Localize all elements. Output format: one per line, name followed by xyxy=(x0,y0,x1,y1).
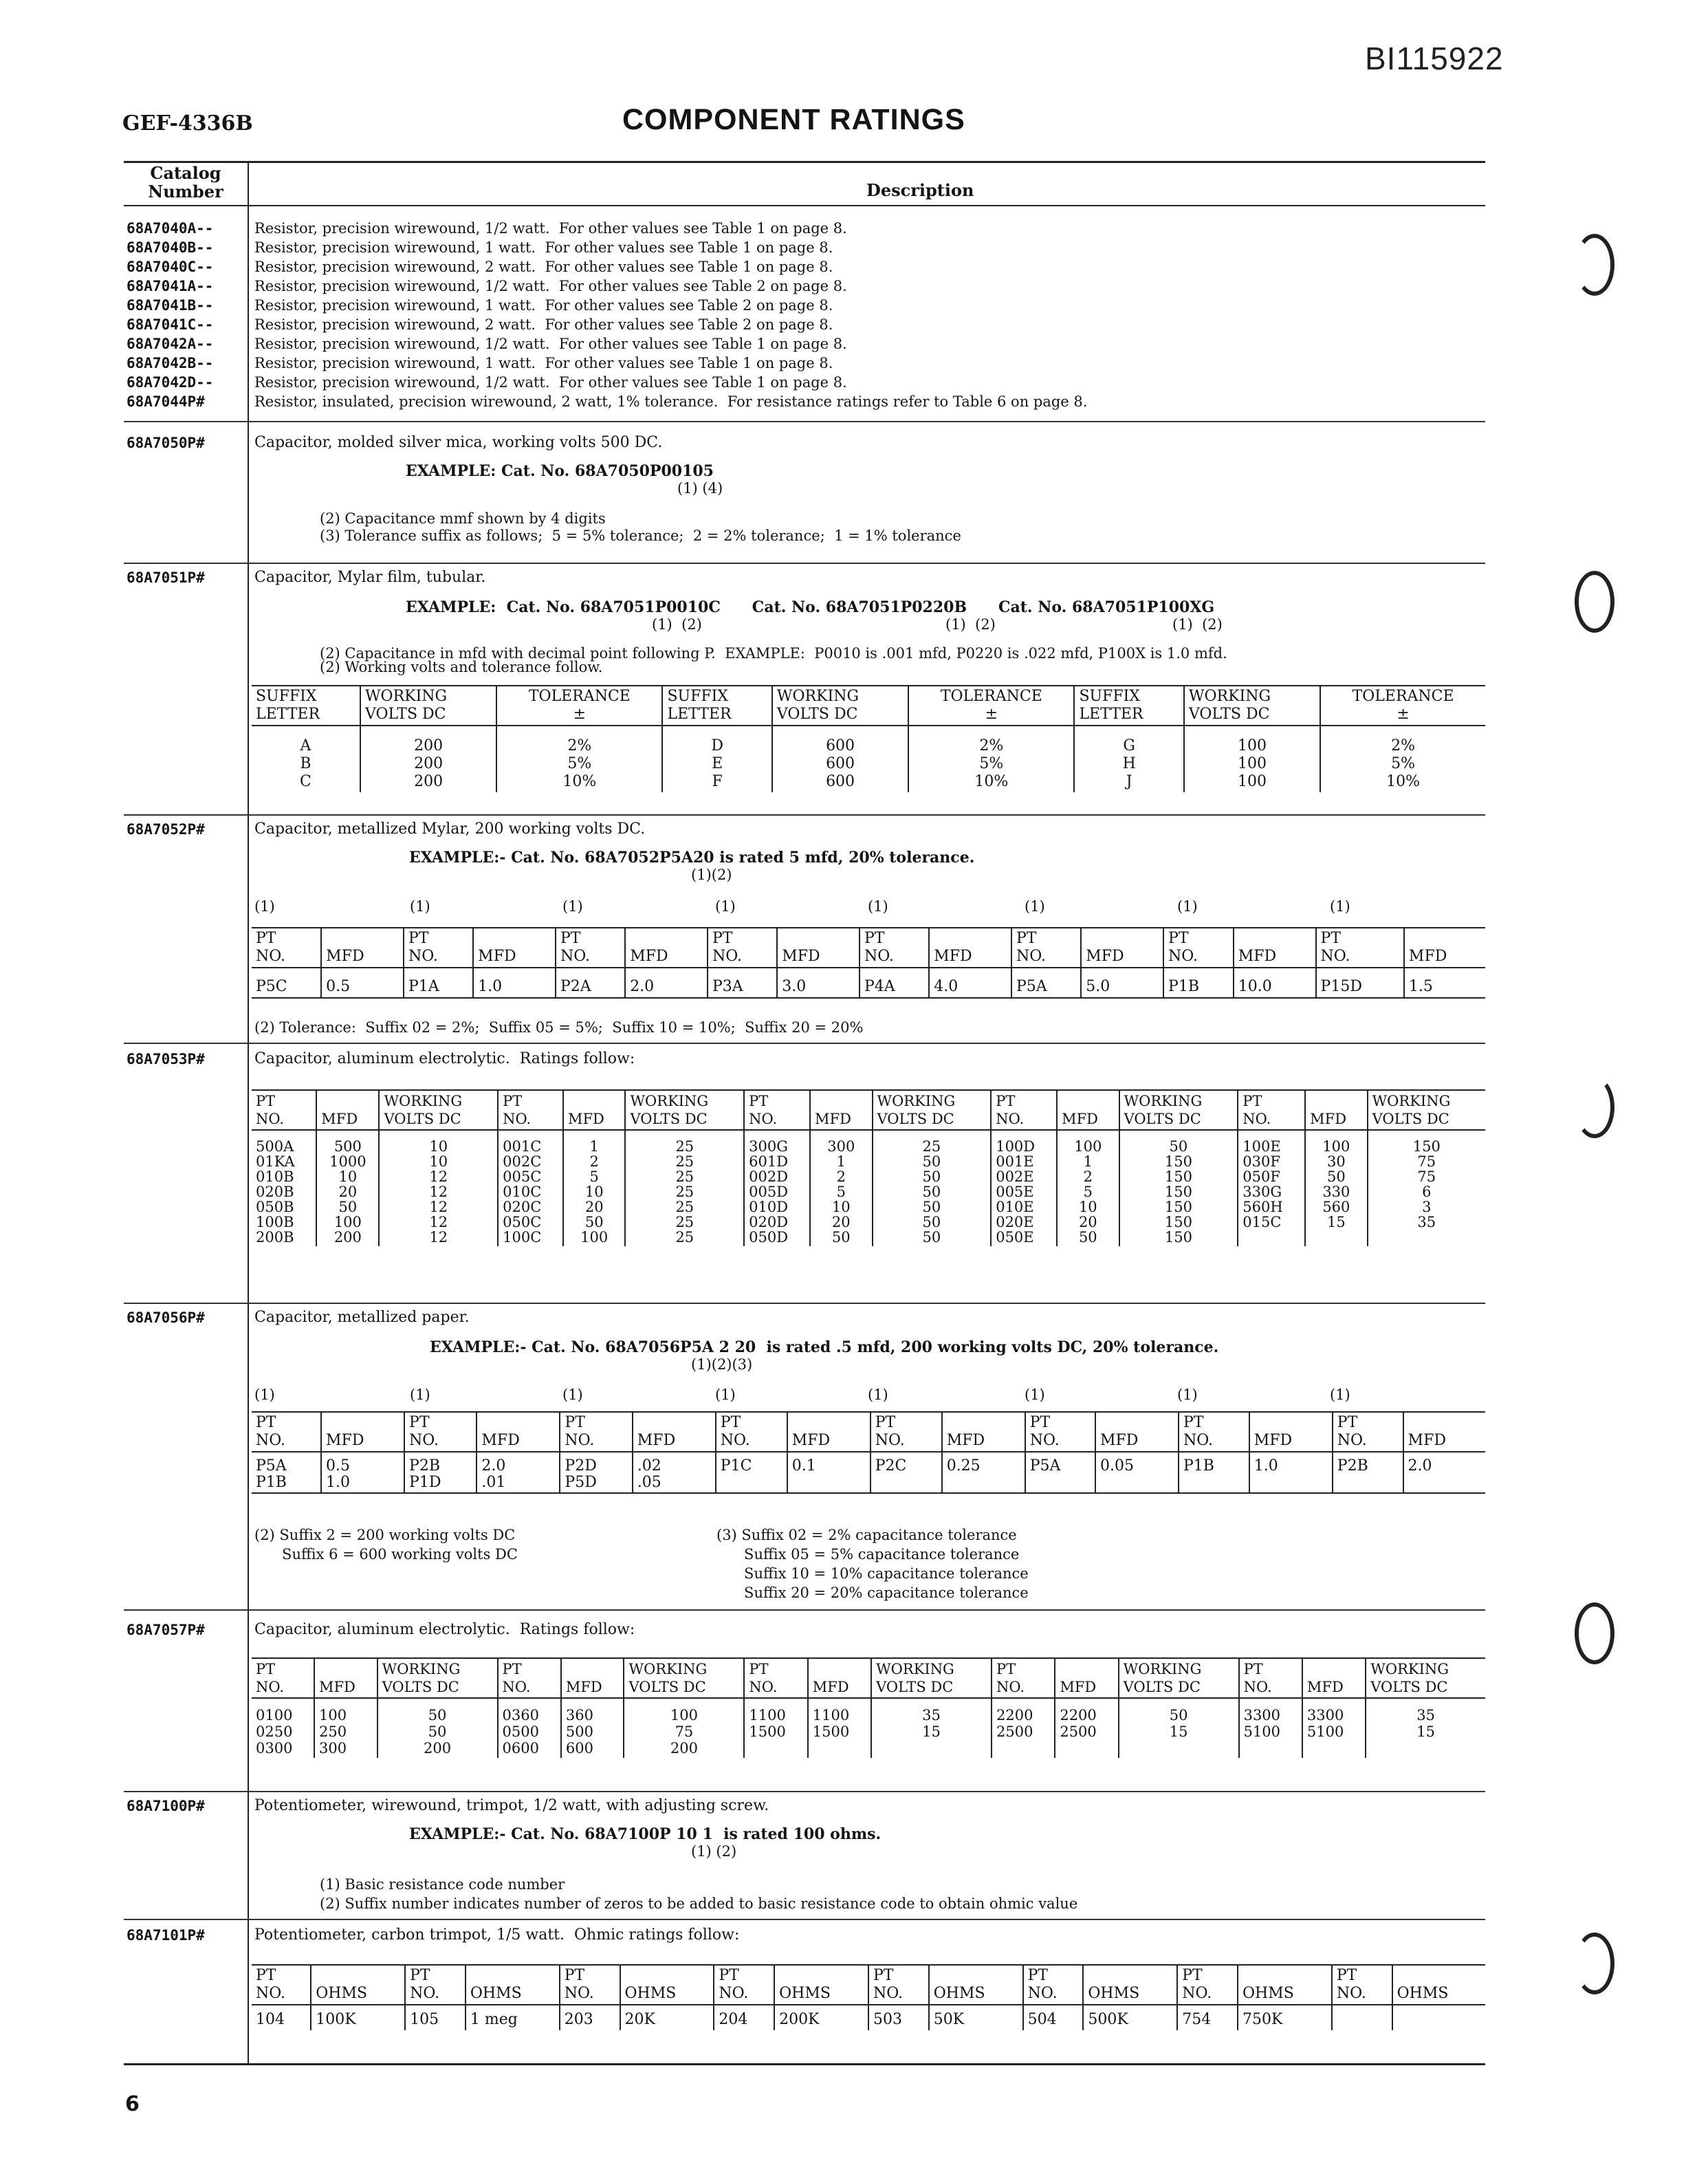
col-header: PT NO. xyxy=(1333,1412,1403,1452)
table-cell: P1B xyxy=(1163,968,1234,998)
table-68a7057 xyxy=(252,1657,1485,1758)
table-cell: 0100 0250 0300 xyxy=(256,1707,293,1756)
table-cell: 25 50 50 50 50 50 50 xyxy=(873,1130,992,1246)
col-header: PT NO. xyxy=(708,928,777,968)
binder-hole xyxy=(1575,234,1614,296)
col-header: MFD xyxy=(321,928,404,968)
note-68a7100: (1) Basic resistance code number (2) Suffix number indicates number of zeros to be added to basic resistance code to obtain ohmic value xyxy=(320,1876,1078,1912)
document-id: BI115922 xyxy=(1365,41,1504,76)
col-header: MFD xyxy=(929,928,1011,968)
col-header: MFD xyxy=(1249,1412,1333,1452)
table-cell: P2B xyxy=(1333,1452,1403,1493)
table-cell: 504 xyxy=(1023,2005,1084,2030)
col-header: TOLERANCE ± xyxy=(496,686,662,726)
col-header: WORKING VOLTS DC xyxy=(1119,1658,1239,1698)
example-marks-68a7051-1: (1) (2) xyxy=(652,616,702,633)
col-header: PT NO. xyxy=(498,1090,563,1130)
desc-68a7053: Capacitor, aluminum electrolytic. Ratings follow: xyxy=(254,1050,635,1067)
col-header: OHMS xyxy=(1083,1965,1177,2005)
col-header: PT NO. xyxy=(1023,1965,1084,2005)
table-cell: P1B xyxy=(1179,1452,1249,1493)
binder-hole xyxy=(1575,1076,1614,1138)
table-cell: 750K xyxy=(1238,2005,1332,2030)
col-header: WORKING VOLTS DC xyxy=(873,1090,992,1130)
table-row xyxy=(252,2005,1485,2030)
section-divider xyxy=(124,1043,1485,1044)
catalog-68a7101: 68A7101P# xyxy=(127,1927,205,1944)
col-header: PT NO. xyxy=(714,1965,774,2005)
col-header: MFD xyxy=(633,1412,716,1452)
col-header: PT NO. xyxy=(252,928,321,968)
col-header: PT NO. xyxy=(744,1090,810,1130)
col-header: OHMS xyxy=(620,1965,714,2005)
catalog-68a7053: 68A7053P# xyxy=(127,1051,205,1067)
note-68a7056-right: (3) Suffix 02 = 2% capacitance tolerance Suffix 05 = 5% capacitance tolerance Suffix 10 = 10% capacitance tolerance Suffix 20 = 20% capacitance tolerance xyxy=(716,1527,1029,1601)
col-header: PT NO. xyxy=(1239,1658,1302,1698)
table-cell: 204 xyxy=(714,2005,774,2030)
table-cell: 754 xyxy=(1177,2005,1238,2030)
col-header: OHMS xyxy=(774,1965,868,2005)
table-cell: 0.5 1.0 xyxy=(321,1452,404,1493)
table-cell: 360 500 600 xyxy=(561,1698,624,1758)
col-header: MFD xyxy=(314,1658,377,1698)
mark: (1) xyxy=(1025,898,1045,915)
table-row xyxy=(252,1698,1485,1758)
example-68a7100: EXAMPLE:- Cat. No. 68A7100P 10 1 is rated 100 ohms. xyxy=(409,1825,882,1843)
table-cell: 300 1 2 5 10 20 50 xyxy=(810,1130,872,1246)
mark: (1) xyxy=(254,1386,275,1403)
example-marks-68a7100: (1) (2) xyxy=(691,1843,737,1860)
table-cell: 10 10 12 12 12 12 12 xyxy=(379,1130,498,1246)
catalog-68a7051: 68A7051P# xyxy=(127,569,205,586)
desc-68a7052: Capacitor, metallized Mylar, 200 working volts DC. xyxy=(254,820,646,838)
table-row xyxy=(252,1452,1485,1493)
example-marks-68a7050: (1) (4) xyxy=(677,480,723,497)
table-cell: 2% 5% 10% xyxy=(1320,726,1485,792)
col-header: SUFFIX LETTER xyxy=(252,686,360,726)
table-cell: 600 600 600 xyxy=(772,726,908,792)
col-header: PT NO. xyxy=(1316,928,1404,968)
col-header: PT NO. xyxy=(404,928,473,968)
table-top-rule xyxy=(124,161,1485,163)
col-header: PT NO. xyxy=(1238,1090,1305,1130)
col-header: PT NO. xyxy=(556,928,625,968)
table-cell: P3A xyxy=(708,968,777,998)
table-cell: 0.5 xyxy=(321,968,404,998)
page-number: 6 xyxy=(125,2092,140,2116)
col-header: MFD xyxy=(777,928,860,968)
example-68a7052: EXAMPLE:- Cat. No. 68A7052P5A20 is rated 5 mfd, 20% tolerance. xyxy=(409,849,975,867)
col-header: WORKING VOLTS DC xyxy=(1366,1658,1485,1698)
table-cell: P5A xyxy=(1025,1452,1095,1493)
desc-68a7056: Capacitor, metallized paper. xyxy=(254,1309,470,1326)
binder-hole xyxy=(1575,1602,1614,1664)
desc-68a7057: Capacitor, aluminum electrolytic. Ratings follow: xyxy=(254,1621,635,1638)
table-cell: 100 30 50 330 560 15 xyxy=(1305,1130,1367,1246)
col-header: WORKING VOLTS DC xyxy=(625,1090,744,1130)
table-68a7051 xyxy=(252,685,1485,792)
table-row xyxy=(252,1130,1485,1246)
mark: (1) xyxy=(562,898,583,915)
mark: (1) xyxy=(715,898,736,915)
col-header: MFD xyxy=(563,1090,625,1130)
col-header: WORKING VOLTS DC xyxy=(379,1090,498,1130)
mark: (1) xyxy=(715,1386,736,1403)
col-header: MFD xyxy=(473,928,556,968)
col-header: MFD xyxy=(942,1412,1025,1452)
col-header: PT NO. xyxy=(404,1412,477,1452)
table-cell: 2200 2500 xyxy=(1055,1698,1118,1758)
col-header: TOLERANCE ± xyxy=(908,686,1074,726)
table-cell: 2.0 .01 xyxy=(477,1452,560,1493)
col-header: OHMS xyxy=(1238,1965,1332,2005)
col-header: WORKING VOLTS DC xyxy=(871,1658,992,1698)
col-header: PT NO. xyxy=(1179,1412,1249,1452)
example-marks-68a7056: (1)(2)(3) xyxy=(691,1356,753,1373)
col-header: PT NO. xyxy=(252,1090,316,1130)
table-cell: 3.0 xyxy=(777,968,860,998)
table-cell: 100E 030F 050F 330G 560H 015C xyxy=(1238,1130,1305,1246)
col-header: PT NO. xyxy=(1011,928,1081,968)
section-divider xyxy=(124,1609,1485,1611)
table-cell: 1.0 xyxy=(1249,1452,1333,1493)
col-header: MFD xyxy=(1305,1090,1367,1130)
table-cell: 104 xyxy=(256,2011,285,2028)
section-divider xyxy=(124,1919,1485,1920)
table-row xyxy=(252,726,1485,792)
note-68a7051: (2) Capacitance in mfd with decimal point following P. EXAMPLE: P0010 is .001 mfd, P0220 is .022 mfd, P100X is 1.0 mfd. (2) Working volts and tolerance follow. xyxy=(320,645,1227,675)
col-header: PT NO. xyxy=(744,1658,807,1698)
table-cell xyxy=(1332,2005,1392,2030)
col-header: MFD xyxy=(1404,928,1485,968)
table-68a7052 xyxy=(252,927,1485,999)
col-header: TOLERANCE ± xyxy=(1320,686,1485,726)
table-cell: 0.25 xyxy=(942,1452,1025,1493)
mark: (1) xyxy=(868,898,888,915)
col-header: MFD xyxy=(787,1412,871,1452)
col-header: PT NO. xyxy=(252,1965,311,2005)
col-header: OHMS xyxy=(1392,1965,1485,2005)
desc-68a7101: Potentiometer, carbon trimpot, 1/5 watt. Ohmic ratings follow: xyxy=(254,1926,740,1944)
page-title: COMPONENT RATINGS xyxy=(622,103,965,136)
table-cell: P2B P1D xyxy=(404,1452,477,1493)
binder-hole xyxy=(1575,571,1614,633)
table-cell: 1 meg xyxy=(466,2005,560,2030)
table-cell: P2D P5D xyxy=(560,1452,632,1493)
col-header: PT NO. xyxy=(252,1658,314,1698)
example-marks-68a7052: (1)(2) xyxy=(691,867,732,883)
table-cell: P1C xyxy=(716,1452,787,1493)
col-header: MFD xyxy=(1302,1658,1366,1698)
col-header: PT NO. xyxy=(252,1412,321,1452)
table-cell: P5C xyxy=(252,968,321,998)
table-cell: 1100 1500 xyxy=(744,1698,807,1758)
table-cell: 503 xyxy=(868,2005,929,2030)
catalog-68a7057: 68A7057P# xyxy=(127,1622,205,1638)
table-cell: P15D xyxy=(1316,968,1404,998)
col-header: MFD xyxy=(625,928,708,968)
col-header: PT NO. xyxy=(991,1090,1057,1130)
col-header: WORKING VOLTS DC xyxy=(360,686,496,726)
table-cell xyxy=(1392,2005,1485,2030)
table-cell: 0.1 xyxy=(787,1452,871,1493)
mark: (1) xyxy=(1177,898,1198,915)
table-cell: 25 25 25 25 25 25 25 xyxy=(625,1130,744,1246)
table-cell: 2.0 xyxy=(625,968,708,998)
section-divider xyxy=(124,1303,1485,1304)
table-cell: 0.05 xyxy=(1095,1452,1179,1493)
col-header: OHMS xyxy=(466,1965,560,2005)
table-cell: 1.0 xyxy=(473,968,556,998)
col-header: MFD xyxy=(1095,1412,1179,1452)
table-68a7056 xyxy=(252,1411,1485,1494)
example-68a7056: EXAMPLE:- Cat. No. 68A7056P5A 2 20 is rated .5 mfd, 200 working volts DC, 20% tolerance. xyxy=(430,1338,1219,1356)
table-cell: 3300 5100 xyxy=(1239,1698,1302,1758)
col-header: PT NO. xyxy=(560,1965,620,2005)
table-cell: 2% 5% 10% xyxy=(908,726,1074,792)
table-cell: 5.0 xyxy=(1081,968,1163,998)
table-cell: 50 150 150 150 150 150 150 xyxy=(1119,1130,1238,1246)
header-description: Description xyxy=(866,180,974,200)
section-divider xyxy=(124,814,1485,816)
table-cell: 10.0 xyxy=(1234,968,1316,998)
example-marks-68a7051-3: (1) (2) xyxy=(1172,616,1223,633)
table-cell: D E F xyxy=(662,726,771,792)
mark: (1) xyxy=(1177,1386,1198,1403)
binder-hole xyxy=(1575,1933,1614,1994)
table-cell: P5A xyxy=(1011,968,1081,998)
col-header: PT NO. xyxy=(1025,1412,1095,1452)
catalog-68a7056: 68A7056P# xyxy=(127,1309,205,1326)
catalog-68a7100: 68A7100P# xyxy=(127,1798,205,1814)
table-cell: 100 1 2 5 10 20 50 xyxy=(1057,1130,1119,1246)
col-header: WORKING VOLTS DC xyxy=(772,686,908,726)
table-cell: P2A xyxy=(556,968,625,998)
table-cell: 100D 001E 002E 005E 010E 020E 050E xyxy=(991,1130,1057,1246)
table-row xyxy=(252,968,1485,998)
col-header: OHMS xyxy=(929,1965,1023,2005)
mark: (1) xyxy=(868,1386,888,1403)
col-header: MFD xyxy=(1055,1658,1118,1698)
col-header: PT NO. xyxy=(1332,1965,1392,2005)
table-cell: A B C xyxy=(300,737,311,790)
desc-68a7051: Capacitor, Mylar film, tubular. xyxy=(254,569,486,586)
table-cell: 100 100 100 xyxy=(1184,726,1320,792)
table-cell: 100 75 200 xyxy=(624,1698,744,1758)
col-header: MFD xyxy=(808,1658,871,1698)
example-marks-68a7051-2: (1) (2) xyxy=(945,616,996,633)
table-cell: 1 2 5 10 20 50 100 xyxy=(563,1130,625,1246)
col-header: WORKING VOLTS DC xyxy=(1368,1090,1485,1130)
col-header: WORKING VOLTS DC xyxy=(624,1658,744,1698)
table-cell: 50 15 xyxy=(1119,1698,1239,1758)
mark: (1) xyxy=(1330,1386,1350,1403)
col-header: PT NO. xyxy=(560,1412,632,1452)
table-cell: 100 250 300 xyxy=(314,1698,377,1758)
table-cell: P4A xyxy=(860,968,929,998)
table-header-rule xyxy=(124,205,1485,206)
mark: (1) xyxy=(1025,1386,1045,1403)
table-cell: 1100 1500 xyxy=(808,1698,871,1758)
table-cell: .02 .05 xyxy=(633,1452,716,1493)
catalog-numbers-resistors: 68A7040A-- 68A7040B-- 68A7040C-- 68A7041A-- 68A7041B-- 68A7041C-- 68A7042A-- 68A7042B-- 68A7042D-- 68A7044P# xyxy=(127,220,214,410)
col-header: PT NO. xyxy=(498,1658,561,1698)
col-header: PT NO. xyxy=(992,1658,1055,1698)
descriptions-resistors: Resistor, precision wirewound, 1/2 watt. For other values see Table 1 on page 8. Resistor, precision wirewound, 1 watt. For other values see Table 1 on page 8. Resistor, precision wirewound, 2 watt. For other values see Table 1 on page 8. Resistor, precision wirewound, 1/2 watt. For other values see Table 2 on page 8. Resistor, precision wirewound, 1 watt. For other values see Table 2 on page 8. Resistor, precision wirewound, 2 watt. For other values see Table 2 on page 8. Resistor, precision wirewound, 1/2 watt. For other values see Table 1 on page 8. Resistor, precision wirewound, 1 watt. For other values see Table 1 on page 8. Resistor, precision wirewound, 1/2 watt. For other values see Table 1 on page 8. Resistor, insulated, precision wirewound, 2 watt, 1% tolerance. For resistance ratings refer to Table 6 on page 8. xyxy=(254,220,1088,410)
table-cell: 105 xyxy=(405,2005,466,2030)
mark: (1) xyxy=(410,1386,430,1403)
table-cell: G H J xyxy=(1074,726,1183,792)
table-cell: 500K xyxy=(1083,2005,1177,2030)
note-68a7050: (2) Capacitance mmf shown by 4 digits (3) Tolerance suffix as follows; 5 = 5% tolerance; 2 = 2% tolerance; 1 = 1% tolerance xyxy=(320,510,961,544)
table-cell: 500 1000 10 20 50 100 200 xyxy=(316,1130,379,1246)
example-68a7050: EXAMPLE: Cat. No. 68A7050P00105 xyxy=(406,462,714,480)
table-cell: P1A xyxy=(404,968,473,998)
table-cell: 2.0 xyxy=(1403,1452,1485,1493)
catalog-68a7052: 68A7052P# xyxy=(127,821,205,838)
col-header: MFD xyxy=(1403,1412,1485,1452)
col-header: MFD xyxy=(316,1090,379,1130)
col-header: PT NO. xyxy=(405,1965,466,2005)
col-header: WORKING VOLTS DC xyxy=(1119,1090,1238,1130)
col-header: MFD xyxy=(1234,928,1316,968)
col-header: MFD xyxy=(1081,928,1163,968)
desc-68a7050: Capacitor, molded silver mica, working volts 500 DC. xyxy=(254,434,663,451)
section-divider xyxy=(124,421,1485,422)
table-68a7053 xyxy=(252,1089,1485,1246)
example-68a7051: EXAMPLE: Cat. No. 68A7051P0010C Cat. No. 68A7051P0220B Cat. No. 68A7051P100XG xyxy=(406,598,1215,616)
table-cell: 203 xyxy=(560,2005,620,2030)
table-cell: 4.0 xyxy=(929,968,1011,998)
col-header: MFD xyxy=(1057,1090,1119,1130)
table-cell: 2200 2500 xyxy=(992,1698,1055,1758)
table-cell: 20K xyxy=(620,2005,714,2030)
col-header: SUFFIX LETTER xyxy=(1074,686,1183,726)
mark: (1) xyxy=(254,898,275,915)
table-cell: P2C xyxy=(871,1452,942,1493)
table-cell: 100K xyxy=(311,2005,405,2030)
table-cell: 1.5 xyxy=(1404,968,1485,998)
desc-68a7100: Potentiometer, wirewound, trimpot, 1/2 watt, with adjusting screw. xyxy=(254,1797,769,1814)
col-header: MFD xyxy=(810,1090,872,1130)
column-divider xyxy=(248,161,249,2065)
col-header: MFD xyxy=(477,1412,560,1452)
table-cell: 35 15 xyxy=(871,1698,992,1758)
col-header: WORKING VOLTS DC xyxy=(1184,686,1320,726)
table-cell: 3300 5100 xyxy=(1302,1698,1366,1758)
table-cell: P5A P1B xyxy=(252,1452,321,1493)
note-68a7052: (2) Tolerance: Suffix 02 = 2%; Suffix 05 = 5%; Suffix 10 = 10%; Suffix 20 = 20% xyxy=(254,1019,864,1036)
table-cell: 0360 0500 0600 xyxy=(498,1698,561,1758)
col-header: MFD xyxy=(321,1412,404,1452)
mark: (1) xyxy=(410,898,430,915)
col-header: PT NO. xyxy=(871,1412,942,1452)
table-68a7101 xyxy=(252,1964,1485,2030)
col-header: PT NO. xyxy=(1163,928,1234,968)
table-cell: 001C 002C 005C 010C 020C 050C 100C xyxy=(498,1130,563,1246)
catalog-68a7050: 68A7050P# xyxy=(127,435,205,451)
table-cell: 200K xyxy=(774,2005,868,2030)
table-cell: 200 200 200 xyxy=(360,726,496,792)
mark: (1) xyxy=(562,1386,583,1403)
form-number: GEF-4336B xyxy=(122,111,253,135)
col-header: SUFFIX LETTER xyxy=(662,686,771,726)
note-68a7056-left: (2) Suffix 2 = 200 working volts DC Suffix 6 = 600 working volts DC xyxy=(254,1527,518,1563)
col-header: PT NO. xyxy=(716,1412,787,1452)
col-header: PT NO. xyxy=(1177,1965,1238,2005)
header-catalog-number: Catalog Number xyxy=(148,163,223,202)
col-header: OHMS xyxy=(311,1965,405,2005)
section-divider xyxy=(124,563,1485,564)
section-divider xyxy=(124,1791,1485,1792)
table-cell: 50K xyxy=(929,2005,1023,2030)
col-header: PT NO. xyxy=(860,928,929,968)
table-cell: 35 15 xyxy=(1366,1698,1485,1758)
table-cell: 300G 601D 002D 005D 010D 020D 050D xyxy=(744,1130,810,1246)
table-cell: 500A 01KA 010B 020B 050B 100B 200B xyxy=(256,1138,295,1245)
table-cell: 150 75 75 6 3 35 xyxy=(1368,1130,1485,1246)
col-header: PT NO. xyxy=(868,1965,929,2005)
table-cell: 50 50 200 xyxy=(377,1698,498,1758)
table-cell: 2% 5% 10% xyxy=(496,726,662,792)
mark: (1) xyxy=(1330,898,1350,915)
col-header: WORKING VOLTS DC xyxy=(377,1658,498,1698)
table-bottom-rule xyxy=(124,2063,1485,2065)
col-header: MFD xyxy=(561,1658,624,1698)
